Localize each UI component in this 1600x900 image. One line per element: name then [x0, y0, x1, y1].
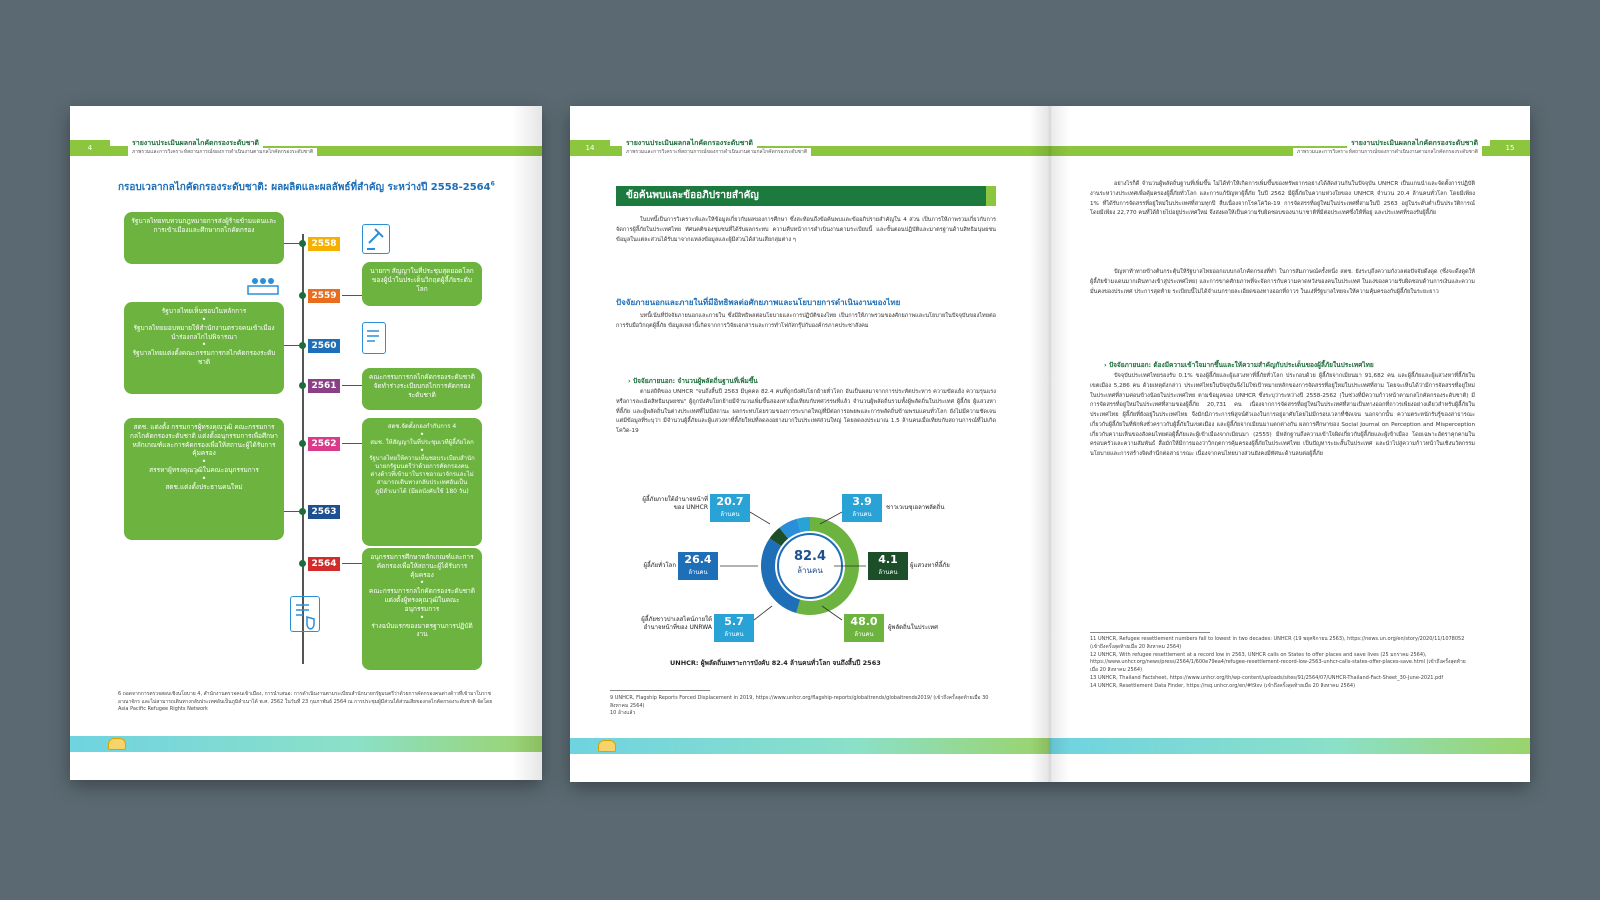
milestone-2561: คณะกรรมการกลไกคัดกรองระดับชาติจัดทำร่างระเบียบกลไกการคัดกรองระดับชาติ: [362, 368, 482, 410]
stat-refugees-worldwide: 26.4 ล้านคน: [678, 552, 718, 580]
donut-center-unit: ล้านคน: [797, 566, 823, 575]
timeline-dot: [299, 382, 306, 389]
section-title: ข้อค้นพบและข้ออภิปรายสำคัญ: [616, 186, 986, 206]
external-paragraph: ตามสถิติของ UNHCR "จนถึงสิ้นปี 2563 มีบุคคล 82.4 คนที่ถูกบังคับโยกย้ายทั่วโลก อันเป็นผลมาจากการประหัตประหาร ความขัดแย้ง ความรุนแรงหรือการละเมิดสิทธิมนุษยชน" ผู้ถูกบังคับโยกย้ายมีจำนวนเพิ่มขึ้นสองเท่าเมื่อเทียบกับทศวรรษที่แล้ว จำนวนผู้พลัดถิ่นรวมทั้งผู้พลัดถิ่นในประเทศ ผู้ลี้ภัย ผู้แสวงหาที่ลี้ภัย และผู้พลัดถิ่นในต่างประเทศที่ไม่มีสถานะ ผลกระทบโดยรวมของการระบาดใหญ่ที่มีต่อการอพยพและการพลัดถิ่นข้ามพรมแดนทั่วโลก ยังไม่มีความชัดเจน แต่มีข้อมูลที่ระบุว่า มีจำนวนผู้ลี้ภัยและผู้แสวงหาที่ลี้ภัยใหม่ที่ลดลงอย่างมากในประเทศส่วนใหญ่ โดยลดลงประมาณ 1.5 ล้านคนเมื่อเทียบกับสถานการณ์ที่ไม่เกิดโควิด-19: [616, 389, 996, 435]
stat-label: ผู้แสวงหาที่ลี้ภัย: [910, 562, 950, 569]
year-badge-2560: 2560: [308, 339, 340, 353]
timeline-dot: [299, 342, 306, 349]
page-header: [1050, 140, 1530, 156]
timeline-dot: [299, 508, 306, 515]
paragraph: อย่างไรก็ดี จำนวนผู้พลัดถิ่นฐานที่เพิ่มขึ้น ไม่ได้ทำให้เกิดการเพิ่มขึ้นของทรัพยากรอย่างได้สัดส่วนกันในปัจจุบัน UNHCR เป็นแกนนำและจัดตั้งการปฏิบัติงานระหว่างประเทศเพื่อคุ้มครองผู้ลี้ภัยทั่วโลก และการแก้ปัญหาผู้ลี้ภัย ในปี 2562 มีผู้ลี้ภัยในความห่วงใยของ UNHCR จำนวน 20.4 ล้านคนทั่วโลก โดยมีเพียง 1% ที่ได้รับการจัดสรรที่อยู่ใหม่ในประเทศที่สามทุกปี สืบเนื่องจากโรคโควิด-19 การจัดสรรที่อยู่ใหม่ในประเทศที่สามในปี 2563 อยู่ในระดับต่ำเป็นประวัติการณ์ โดยมีเพียง 22,770 คนที่ได้ย้ายไปอยู่ประเทศใหม่ จึงส่งผลให้เป็นความรับผิดชอบของนานาชาติที่มีต่อประเทศซึ่งให้ที่อยู่ และประเทศที่รองรับผู้ลี้ภัย: [1090, 181, 1475, 217]
infographic-connectors: [670, 502, 950, 642]
intro-paragraph: ในบทนี้เป็นการวิเคราะห์และให้ข้อมูลเกี่ยวกับผลของการศึกษา ซึ่งสะท้อนถึงข้อค้นพบและข้ออภิปรายสำคัญใน 4 ส่วน เป็นการให้ภาพรวมเกี่ยวกับการจัดการผู้ลี้ภัยในประเทศไทย ทัศนคติของชุมชนที่ได้รับผลกระทบ ความคืบหน้าการดำเนินงานตามระเบียบนี้ และขั้นตอนปฏิบัติและมาตรฐานด้านสิทธิมนุษยชน ข้อมูลในแต่ละส่วนได้รับมาจากแหล่งข้อมูลและผู้มีส่วนได้ส่วนเสียกลุ่มต่าง ๆ: [616, 217, 996, 243]
footnote: 6 ถอดจากการตรวจสอบเชิงนโยบาย 4, สำนักงานตรวจคนเข้าเมือง, การนำเสนอ: การดำเนินงานตามระเบียบสำนักนายกรัฐมนตรีว่าด้วยการคัดกรองคนต่างด้าวที่เข้ามาในราชอาณาจักร และไม่สามารถเดินทางกลับประเทศอันเป็นภูมิลำเนาได้ พ.ศ. 2562 ในวันที่ 23 กุมภาพันธ์ 2564 ณ การประชุมผู้มีส่วนได้ส่วนเสียของกลไกคัดกรองระดับชาติ จัดโดย Asia Pacific Refugee Rights Network: [118, 691, 493, 712]
header-title: รายงานประเมินผลกลไกคัดกรองระดับชาติ: [1347, 138, 1482, 149]
year-badge-2561: 2561: [308, 379, 340, 393]
milestone-2564: อนุกรรมการศึกษาหลักเกณฑ์และการคัดกรองเพื่อให้สถานะผู้ได้รับการคุ้มครอง • คณะกรรมการกลไกคัดกรองระดับชาติแต่งตั้งผู้ทรงคุณวุฒิในคณะอนุกรรมการ • ร่างฉบับแรกของมาตรฐานการปฏิบัติงาน: [362, 548, 482, 670]
milestone-2558: รัฐบาลไทยทบทวนกฎหมายการส่งผู้ร้ายข้ามแดนและการเข้าเมืองและศึกษากลไกคัดกรอง: [124, 212, 284, 264]
year-badge-2559: 2559: [308, 289, 340, 303]
milestone-2560: รัฐบาลไทยเห็นชอบในหลักการ • รัฐบาลไทยมอบหมายให้สำนักงานตรวจคนเข้าเมือง นำร่องกลไกไปพิจารณา • รัฐบาลไทยแต่งตั้งคณะกรรมการกลไกคัดกรองระดับชาติ: [124, 302, 284, 394]
page-15: [1050, 106, 1530, 782]
footer-logo-icon: [108, 738, 126, 750]
year-badge-2564: 2564: [308, 557, 340, 571]
document-sign-icon: [362, 322, 386, 354]
footer-strip: [570, 738, 1050, 754]
law-gavel-icon: [362, 224, 390, 254]
book-gutter: [1030, 106, 1070, 782]
timeline-title: กรอบเวลากลไกคัดกรองระดับชาติ: ผลผลิตและผลลัพธ์ที่สำคัญ ระหว่างปี 2558-2564$^6$: [118, 180, 495, 193]
meeting-icon: [246, 274, 280, 298]
stat-asylum-seekers: 4.1 ล้านคน: [868, 552, 908, 580]
timeline-dot: [299, 240, 306, 247]
stat-label: ผู้ลี้ภัยภายใต้อำนาจหน้าที่ของ UNHCR: [642, 496, 708, 512]
header-title: รายงานประเมินผลกลไกคัดกรองระดับชาติ: [622, 138, 757, 149]
footnote-ref: 6: [490, 180, 495, 188]
heading-factors: ปัจจัยภายนอกและภายในที่มีอิทธิพลต่อศักยภาพและนโยบายการดำเนินงานของไทย: [616, 298, 901, 307]
stat-idps: 48.0 ล้านคน: [844, 614, 884, 642]
donut-center-value: 82.4: [793, 549, 827, 564]
page-number: 14: [570, 140, 610, 156]
header-subtitle: ภาพรวมและการวิเคราะห์สถานการณ์ของการดำเนินงานตามกลไกคัดกรองระดับชาติ: [128, 148, 317, 156]
stat-venezuelans: 3.9 ล้านคน: [842, 494, 882, 522]
paragraph: ปัจจุบันประเทศไทยรองรับ 0.1% ของผู้ลี้ภัยและผู้แสวงหาที่ลี้ภัยทั่วโลก ประกอบด้วย ผู้ลี้ภัยจากเมียนมา 91,682 คน และผู้ลี้ภัยและผู้แสวงหาที่ลี้ภัยในเขตเมือง 5,286 คน ด้วยเหตุดังกล่าว ประเทศไทยในปัจจุบันจึงไม่ใช่เป้าหมายหลักของการจัดสรรที่อยู่ใหม่ในประเทศที่สาม โดยจะเห็นได้ว่ามีการจัดสรรที่อยู่ใหม่ในประเทศที่สามค่อนข้างน้อยในประเทศไทย ตามข้อมูลของ UNHCR ซึ่งระบุว่าระหว่างปี 2558-2562 (ในช่วงที่มีความก้าวหน้าตามกลไกคัดกรองระดับชาติ) มีการจัดสรรที่อยู่ใหม่ในประเทศที่สามของผู้ลี้ภัย 20,731 คน เนื่องจากการจัดสรรที่อยู่ใหม่ในประเทศที่สามเป็นทางออกที่ถาวรเพียงอย่างเดียวสำหรับผู้ลี้ภัยในประเทศไทย ผู้ลี้ภัยที่ยังอยู่ในประเทศไทย จึงมักมีภาระการพิสูจน์ตัวเองในการอยู่อาศัยโดยไม่มีกรอบเวลาที่ชัดเจน นอกจากนั้น ความตระหนักรับรู้ของสาธารณะเกี่ยวกับผู้ลี้ภัยในที่พักพิงชั่วคราวกับผู้ลี้ภัยในเขตเมือง และผู้ลี้ภัยจากเมียนมาแตกต่างกัน ผลการศึกษาของ Social Journal on Perception and Misperception เกี่ยวกับความเห็นของสังคมไทยต่อผู้ลี้ภัยและผู้เข้าเมืองจากเมียนมา (2555) มีหลักฐานถึงความเข้าใจผิดเกี่ยวกับผู้ลี้ภัยและผู้เข้าเมือง โดยเฉพาะอัตราคุกคามในครอบครัวและความสัมพันธ์ สื่อมักให้มีการมองว่าวิกฤตการคุ้มครองผู้ลี้ภัยในประเทศไทย เป็นปัญหาระยะสั้นในประเทศ และนำไปสู่ความก้าวหน้าในเชิงนวัตกรรมนโยบายและการสร้างจิตสำนึกต่อสาธารณะ เนื่องจากคนไทยบางส่วนยังคงมีทัศนะด้านลบต่อผู้ลี้ภัย: [1090, 373, 1475, 458]
header-title: รายงานประเมินผลกลไกคัดกรองระดับชาติ: [128, 138, 263, 149]
chevron-right-icon: ›: [1104, 361, 1107, 369]
document-shield-icon: [290, 596, 320, 632]
timeline-dot: [299, 440, 306, 447]
stat-label: ชาวเวเนซุเอลาพลัดถิ่น: [886, 504, 945, 511]
page-14: [570, 106, 1050, 782]
timeline-dot: [299, 292, 306, 299]
stat-label: ผู้ลี้ภัยชาวปาเลสไตน์ภายใต้อำนาจหน้าที่ของ UNRWA: [641, 616, 712, 632]
footnotes: 11 UNHCR, Refugee resettlement numbers fall to lowest in two decades: UNHCR (19 พฤศจิกายน 2563), https://news.un.org/en/story/2020/11/1078052 (เข้าถึงครั้งสุดท้ายเมื่อ 20 สิงหาคม 2564) 12 UNHCR, With refugee resettlement at a record low in 2563, UNHCR calls on States to offer places and save lives (25 มกราคม 2564), https://www.unhcr.org/news/press/2564/1/600e79ea4/refugee-resettlement-record-low-2563-unhcr-calls-states-offer-places-save.html (เข้าถึงครั้งสุดท้ายเมื่อ 20 สิงหาคม 2564) 13 UNHCR, Thailand Factsheet, https://www.unhcr.org/th/wp-content/uploads/sites/91/2564/07/UNHCR-Thailand-Fact-Sheet_30-June-2021.pdf 14 UNHCR, Resettlement Data Finder, https://rsq.unhcr.org/en/#t9xv (เข้าถึงครั้งสุดท้ายเมื่อ 20 สิงหาคม 2564): [1090, 636, 1466, 689]
year-badge-2562: 2562: [308, 437, 340, 451]
year-badge-2563: 2563: [308, 505, 340, 519]
chevron-right-icon: ›: [628, 377, 631, 385]
page-number: 15: [1490, 140, 1530, 156]
stat-label: ผู้ลี้ภัยทั่วโลก: [643, 562, 676, 569]
stat-unhcr-refugees: 20.7 ล้านคน: [710, 494, 750, 522]
footer-logo-icon: [598, 740, 616, 752]
page-4: [70, 106, 542, 780]
header-subtitle: ภาพรวมและการวิเคราะห์สถานการณ์ของการดำเนินงานตามกลไกคัดกรองระดับชาติ: [622, 148, 811, 156]
page-header: [570, 140, 1050, 156]
book-right-spread: [570, 106, 1530, 782]
page-number: 4: [70, 140, 110, 156]
year-badge-2558: 2558: [308, 237, 340, 251]
paragraph: ปัญหาท้าทายข้างต้นกระตุ้นให้รัฐบาลไทยออกแบบกลไกคัดกรองที่ทำ ในการสัมภาษณ์ครั้งหนึ่ง สตช. ยังระบุถึงความกังวลต่อปัจจัยดึงดูด (ซึ่งจะดึงดูดให้ผู้ลี้ภัยข้ามแดนมากเดินทางเข้าสู่ประเทศไทย) และการขาดศักยภาพที่จะจัดการกับความคาดหวังของคนในประเทศ ในแง่ของความรับผิดชอบด้านการเงินและความมั่นคงของประเทศ ประการสุดท้าย ระเบียบนี้ไม่ได้จำแนกรายละเอียดของทางออกที่ถาวร ในแง่ที่รัฐบาลไทยจะให้ความคุ้มครองกับผู้ลี้ภัยในระยะยาว: [1090, 269, 1475, 295]
footer-strip: [70, 736, 542, 752]
milestone-2559: นายกฯ สัญญาในที่ประชุมสุดยอดโลกของผู้นำในประเด็นวิกฤตผู้ลี้ภัยระดับโลก: [362, 262, 482, 306]
header-subtitle: ภาพรวมและการวิเคราะห์สถานการณ์ของการดำเนินงานตามกลไกคัดกรองระดับชาติ: [1293, 148, 1482, 156]
footnote: 9 UNHCR, Flagship Reports Forced Displacement in 2019, https://www.unhcr.org/flagship-reports/globaltrends/globaltrends2019/ (เข้าถึงครั้งสุดท้ายเมื่อ 30 สิงหาคม 2564) 10 อ้างแล้ว: [610, 690, 990, 718]
factors-paragraph: บทนี้เน้นที่ปัจจัยภายนอกและภายใน ซึ่งมีอิทธิพลต่อนโยบายและการปฏิบัติของไทย เป็นการให้ภาพรวมของศักยภาพและนโยบายในปัจจุบันของไทยต่อการรับมือวิกฤตผู้ลี้ภัย ข้อมูลเหล่านี้เกิดจากการวิจัยเอกสารและการทำโฟกัสกรุ๊ปกับองค์กรภาคประชาสังคม: [616, 313, 996, 329]
timeline-dot: [299, 560, 306, 567]
footer-strip: [1050, 738, 1530, 754]
stat-unrwa-refugees: 5.7 ล้านคน: [714, 614, 754, 642]
book-left-page-spread: [70, 106, 542, 780]
page-header: [70, 140, 542, 156]
heading-external-factor: › ปัจจัยภายนอก: จำนวนผู้พลัดถิ่นฐานที่เพิ่มขึ้น: [628, 377, 758, 385]
stat-label: ผู้พลัดถิ่นในประเทศ: [888, 624, 938, 631]
milestone-2562-left: สตช. แต่งตั้ง กรรมการผู้ทรงคุณวุฒิ คณะกรรมการกลไกคัดกรองระดับชาติ แต่งตั้งอนุกรรมการเพื่อศึกษาหลักเกณฑ์และการคัดกรองเพื่อให้สถานะผู้ได้รับการคุ้มครอง • สรรหาผู้ทรงคุณวุฒิในคณะอนุกรรมการ • สตช.แต่งตั้งประธานคนใหม่: [124, 418, 284, 540]
heading-external-factor: › ปัจจัยภายนอก: ต้องมีความเข้าใจมากขึ้นและให้ความสำคัญกับประเด็นของผู้ลี้ภัยในประเทศไทย: [1104, 361, 1374, 369]
infographic-caption: UNHCR: ผู้พลัดถิ่นเพราะการบังคับ 82.4 ล้านคนทั่วโลก จนถึงสิ้นปี 2563: [670, 659, 881, 667]
milestone-2562-2563-right: สตช.จัดตั้งกองกำกับการ 4 • สมช. ให้สัญญาในที่ประชุมเวทีผู้ลี้ภัยโลก • รัฐบาลไทยให้ความเห็นชอบระเบียบสำนักนายกรัฐมนตรีว่าด้วยการคัดกรองคนต่างด้าวที่เข้ามาในราชอาณาจักรและไม่สามารถเดินทางกลับประเทศอันเป็นภูมิลำเนาได้ (มีผลบังคับใช้ 180 วัน): [362, 418, 482, 546]
